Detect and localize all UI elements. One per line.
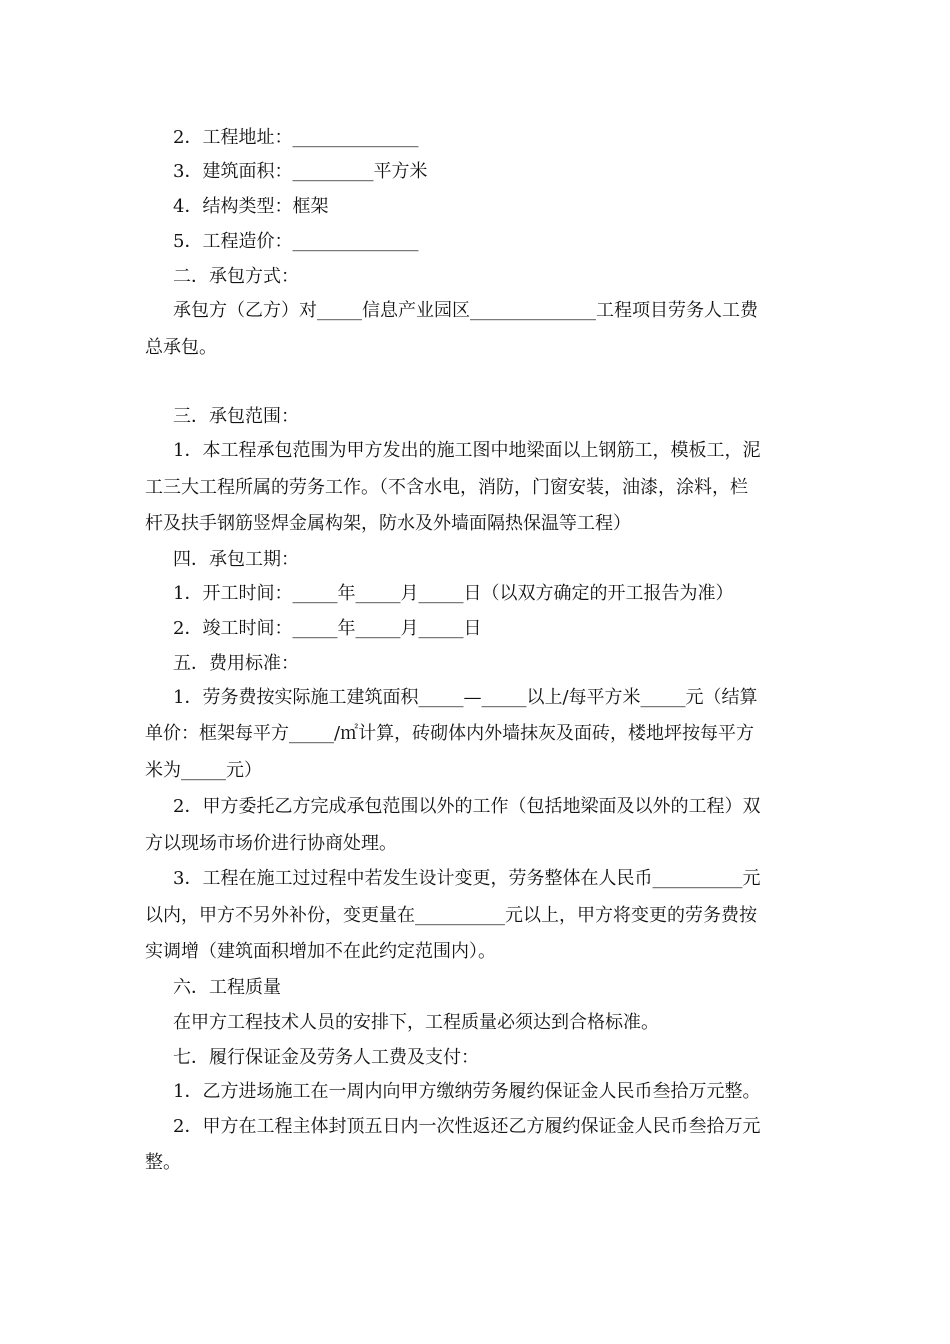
item-building-area: 3．建筑面积：_________平方米 bbox=[173, 161, 428, 182]
item-project-address: 2．工程地址：______________ bbox=[173, 127, 419, 148]
item-project-cost: 5．工程造价：______________ bbox=[173, 231, 419, 252]
paragraph-scope-1-cont2: 杆及扶手钢筋竖焊金属构架，防水及外墙面隔热保温等工程） bbox=[145, 513, 631, 534]
section-heading-contract-method: 二．承包方式： bbox=[173, 266, 299, 287]
paragraph-fee-3-cont2: 实调增（建筑面积增加不在此约定范围内）。 bbox=[145, 941, 496, 962]
section-heading-contract-scope: 三．承包范围： bbox=[173, 406, 299, 427]
paragraph-scope-1-cont: 工三大工程所属的劳务工作。（不含水电，消防，门窗安装，油漆，涂料，栏 bbox=[145, 477, 748, 498]
item-structure-type: 4．结构类型：框架 bbox=[173, 196, 329, 217]
paragraph-fee-1-cont2: 米为_____元） bbox=[145, 760, 262, 781]
paragraph-contract-method: 承包方（乙方）对_____信息产业园区______________工程项目劳务人工费 bbox=[173, 300, 758, 321]
section-heading-deposit-payment: 七．履行保证金及劳务人工费及支付： bbox=[173, 1047, 479, 1068]
paragraph-fee-1-cont: 单价：框架每平方_____/㎡计算，砖砌体内外墙抹灰及面砖，楼地坪按每平方 bbox=[145, 723, 755, 744]
paragraph-deposit-2: 2．甲方在工程主体封顶五日内一次性返还乙方履约保证金人民币叁拾万元 bbox=[173, 1116, 761, 1137]
paragraph-scope-1: 1．本工程承包范围为甲方发出的施工图中地梁面以上钢筋工，模板工，泥 bbox=[173, 440, 761, 461]
paragraph-contract-method-cont: 总承包。 bbox=[145, 337, 217, 358]
paragraph-quality: 在甲方工程技术人员的安排下，工程质量必须达到合格标准。 bbox=[173, 1012, 659, 1033]
item-start-date: 1．开工时间：_____年_____月_____日（以双方确定的开工报告为准） bbox=[173, 583, 734, 604]
paragraph-fee-3: 3．工程在施工过过程中若发生设计变更，劳务整体在人民币__________元 bbox=[173, 868, 761, 889]
paragraph-deposit-2-cont: 整。 bbox=[145, 1152, 181, 1173]
section-heading-fee-standard: 五．费用标准： bbox=[173, 653, 299, 674]
paragraph-fee-2-cont: 方以现场市场价进行协商处理。 bbox=[145, 833, 397, 854]
paragraph-fee-2: 2．甲方委托乙方完成承包范围以外的工作（包括地梁面及以外的工程）双 bbox=[173, 796, 761, 817]
section-heading-contract-period: 四．承包工期： bbox=[173, 549, 299, 570]
paragraph-fee-1: 1．劳务费按实际施工建筑面积_____—_____以上/每平方米_____元（结算 bbox=[173, 687, 758, 708]
paragraph-fee-3-cont: 以内，甲方不另外补份，变更量在__________元以上，甲方将变更的劳务费按 bbox=[145, 905, 757, 926]
section-heading-quality: 六．工程质量 bbox=[173, 977, 281, 998]
paragraph-deposit-1: 1．乙方进场施工在一周内向甲方缴纳劳务履约保证金人民币叁拾万元整。 bbox=[173, 1081, 761, 1102]
item-completion-date: 2．竣工时间：_____年_____月_____日 bbox=[173, 618, 482, 639]
